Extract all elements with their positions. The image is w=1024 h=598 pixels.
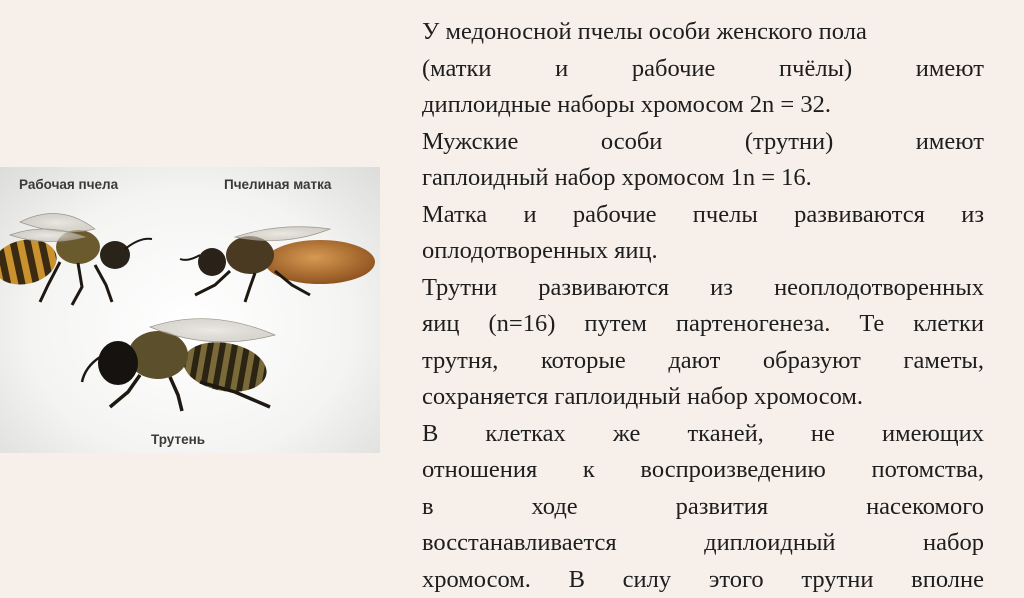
text-line: Матка и рабочие пчелы развиваются из — [422, 197, 984, 234]
text-line: У медоносной пчелы особи женского пола — [422, 14, 984, 51]
bees-illustration — [0, 167, 380, 453]
worker-bee — [0, 213, 152, 305]
text-line: сохраняется гаплоидный набор хромосом. — [422, 379, 984, 416]
caption-drone: Трутень — [151, 432, 205, 447]
text-line: трутня, которые дают образуют гаметы, — [422, 343, 984, 380]
body-text — [422, 14, 984, 598]
text-line: в ходе развития насекомого — [422, 489, 984, 526]
text-line: Мужские особи (трутни) имеют — [422, 124, 984, 161]
text-line: восстанавливается диплоидный набор — [422, 525, 984, 562]
text-line: гаплоидный набор хромосом 1n = 16. — [422, 160, 984, 197]
queen-bee — [180, 227, 375, 302]
text-line: оплодотворенных яиц. — [422, 233, 984, 270]
bee-castes-photo — [0, 167, 380, 453]
text-line: яиц (n=16) путем партеногенеза. Те клетки — [422, 306, 984, 343]
text-line: диплоидные наборы хромосом 2n = 32. — [422, 87, 984, 124]
text-line: хромосом. В силу этого трутни вполне — [422, 562, 984, 598]
text-line: отношения к воспроизведению потомства, — [422, 452, 984, 489]
caption-queen-bee: Пчелиная матка — [224, 177, 331, 192]
caption-worker-bee: Рабочая пчела — [19, 177, 118, 192]
text-line: (матки и рабочие пчёлы) имеют — [422, 51, 984, 88]
drone-bee — [82, 319, 275, 411]
text-line: Трутни развиваются из неоплодотворенных — [422, 270, 984, 307]
text-line: В клетках же тканей, не имеющих — [422, 416, 984, 453]
